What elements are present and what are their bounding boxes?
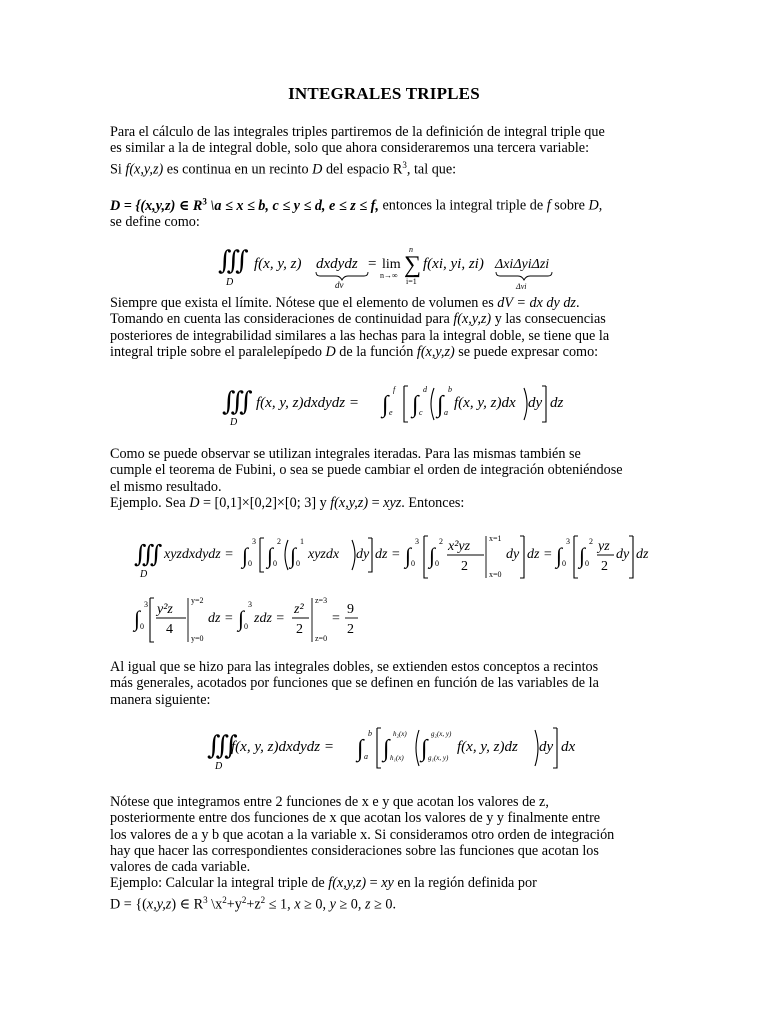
svg-text:f(x, y, z)dz: f(x, y, z)dz	[457, 739, 518, 755]
svg-text:b: b	[448, 385, 452, 394]
underbrace-delta-v	[496, 272, 552, 280]
intro-line-3: Si f(x,y,z) es continua en un recinto D del espacio $R^3$, tal que:	[110, 159, 457, 178]
svg-text:d: d	[423, 385, 427, 394]
svg-text:2: 2	[461, 559, 468, 574]
svg-text:=: =	[368, 256, 377, 272]
para5-line-7: D = {(x,y,z) ∈ $R^3$ $\backslash x^2+y^2+z^2 \le 1$, x ≥ 0, y ≥ 0, z ≥ 0.	[110, 894, 397, 913]
svg-text:0: 0	[244, 622, 248, 631]
svg-text:dy: dy	[356, 547, 370, 562]
para5-line-6: Ejemplo: Calcular la integral triple de f(x,y,z) = xy en la región definida por	[110, 875, 537, 892]
svg-text:f: f	[393, 385, 396, 394]
svg-text:a: a	[444, 408, 448, 417]
svg-text:3: 3	[252, 537, 256, 546]
svg-text:1: 1	[300, 537, 304, 546]
svg-text:2: 2	[296, 622, 303, 637]
svg-text:dy: dy	[506, 547, 520, 562]
svg-text:x=0: x=0	[489, 570, 502, 579]
para3-line-4: Ejemplo. Sea D = [0,1]×[0,2]×[0; 3] y f(x,y,z) = xyz. Entonces:	[110, 494, 465, 511]
svg-text:∫: ∫	[421, 736, 428, 762]
paragraph-integration-order	[110, 794, 658, 913]
svg-text:3: 3	[566, 537, 570, 546]
svg-text:=: =	[332, 611, 340, 626]
svg-text:y=2: y=2	[191, 596, 204, 605]
svg-text:∫: ∫	[134, 606, 141, 631]
svg-text:0: 0	[562, 559, 566, 568]
para4-line-2: más generales, acotados por funciones que se definen en función de las variables de la	[110, 675, 599, 692]
para2-line-1: Siempre que exista el límite. Nótese que el elemento de volumen es dV = dx dy dz.	[110, 295, 580, 311]
svg-text:f(x, y, z): f(x, y, z)	[254, 256, 302, 272]
svg-text:0: 0	[411, 559, 415, 568]
svg-text:9: 9	[347, 602, 354, 617]
svg-text:∭: ∭	[134, 542, 163, 568]
domain-line-1: D = {(x,y,z) ∈ $R^3$ \a ≤ x ≤ b, c ≤ y ≤ d, e ≤ z ≤ f, entonces la integral triple de f sobre D,	[110, 196, 603, 214]
svg-text:2: 2	[439, 537, 443, 546]
svg-text:dxdydz: dxdydz	[316, 256, 358, 272]
domain-line-2: se define como:	[110, 214, 200, 231]
para5-line-1: Nótese que integramos entre 2 funciones de x e y que acotan los valores de z,	[110, 794, 549, 810]
equation-worked-example	[134, 532, 649, 652]
svg-text:∫: ∫	[412, 392, 419, 418]
paragraph-volume-element	[110, 295, 658, 360]
svg-text:dx: dx	[561, 739, 576, 755]
svg-text:xyzdx: xyzdx	[308, 547, 340, 562]
svg-text:x²yz: x²yz	[448, 539, 471, 554]
svg-text:0: 0	[273, 559, 277, 568]
svg-text:g₁(x, y): g₁(x, y)	[428, 754, 449, 762]
svg-text:2: 2	[347, 622, 354, 637]
svg-text:z²: z²	[294, 602, 304, 617]
para4-line-3: manera siguiente:	[110, 691, 211, 708]
paragraph-fubini	[110, 446, 658, 511]
svg-text:∫: ∫	[267, 543, 274, 568]
svg-text:3: 3	[144, 600, 148, 609]
domain-definition	[110, 193, 658, 230]
svg-text:z=3: z=3	[315, 596, 328, 605]
svg-text:y²z: y²z	[157, 602, 173, 617]
svg-text:∫: ∫	[429, 543, 436, 568]
svg-text:∫: ∫	[382, 392, 389, 418]
svg-text:zdz =: zdz =	[254, 611, 285, 626]
svg-text:h₁(x): h₁(x)	[390, 754, 404, 762]
svg-text:4: 4	[166, 622, 173, 637]
svg-text:e: e	[389, 408, 393, 417]
svg-text:n: n	[409, 245, 413, 254]
svg-text:D: D	[230, 417, 238, 428]
svg-text:dz =: dz =	[208, 611, 234, 626]
svg-text:Δvi: Δvi	[516, 282, 527, 291]
equation-general-region	[207, 726, 576, 772]
svg-text:dz =: dz =	[527, 547, 553, 562]
svg-text:f(x, y, z)dx: f(x, y, z)dx	[454, 395, 516, 411]
svg-text:b: b	[368, 729, 372, 738]
svg-text:∫: ∫	[383, 736, 390, 762]
svg-text:dy: dy	[539, 739, 554, 755]
svg-text:n→∞: n→∞	[380, 271, 398, 280]
page-title: INTEGRALES TRIPLES	[288, 84, 480, 103]
svg-text:2: 2	[601, 559, 608, 574]
svg-text:∑: ∑	[404, 252, 422, 278]
svg-text:dy: dy	[528, 395, 543, 411]
svg-text:dv: dv	[335, 280, 344, 290]
svg-text:D: D	[226, 277, 234, 288]
svg-text:g₂(x, y): g₂(x, y)	[431, 730, 452, 738]
para2-line-3: posteriores de integrabilidad similares a las hechas para la integral doble, se tiene que la	[110, 327, 610, 344]
svg-text:ΔxiΔyiΔzi: ΔxiΔyiΔzi	[495, 257, 550, 272]
svg-text:f(x, y, z)dxdydz =: f(x, y, z)dxdydz =	[256, 395, 360, 411]
svg-text:∫: ∫	[556, 543, 563, 568]
underbrace-dv	[316, 272, 368, 280]
svg-text:∫: ∫	[405, 543, 412, 568]
svg-text:∭: ∭	[207, 731, 238, 760]
svg-text:0: 0	[248, 559, 252, 568]
svg-text:c: c	[419, 408, 423, 417]
para2-line-4: integral triple sobre el paralelepípedo D de la función f(x,y,z) se puede expresar como:	[110, 343, 599, 360]
svg-text:∫: ∫	[242, 543, 249, 568]
svg-text:∫: ∫	[238, 606, 245, 631]
para5-line-3: los valores de a y b que acotan a la variable x. Si consideramos otro orden de integración	[110, 826, 615, 843]
equation-triple-integral-definition	[218, 244, 558, 290]
paragraph-general-regions	[110, 659, 658, 708]
svg-text:yz: yz	[598, 539, 610, 554]
svg-text:2: 2	[589, 537, 593, 546]
svg-text:f(x, y, z)dxdydz =: f(x, y, z)dxdydz =	[231, 739, 335, 755]
svg-text:i=1: i=1	[406, 277, 417, 286]
svg-text:∫: ∫	[290, 543, 297, 568]
intro-paragraph	[110, 124, 658, 178]
svg-text:lim: lim	[382, 257, 401, 272]
intro-line-1: Para el cálculo de las integrales triples partiremos de la definición de integral triple que	[110, 124, 605, 140]
svg-text:xyzdxdydz =: xyzdxdydz =	[164, 547, 234, 562]
svg-text:0: 0	[140, 622, 144, 631]
svg-text:∫: ∫	[579, 543, 586, 568]
svg-text:∫: ∫	[437, 392, 444, 418]
svg-text:x=1: x=1	[489, 534, 502, 543]
para3-line-3: el mismo resultado.	[110, 478, 222, 495]
svg-text:a: a	[364, 752, 368, 761]
svg-text:dz: dz	[636, 547, 649, 562]
para2-line-2: Tomando en cuenta las consideraciones de continuidad para f(x,y,z) y las consecuencias	[110, 311, 606, 328]
intro-line-2: es similar a la de integral doble, solo que ahora consideraremos una tercera variable:	[110, 140, 590, 157]
svg-text:3: 3	[415, 537, 419, 546]
equation-iterated-integral-box	[222, 382, 564, 428]
para5-line-5: valores de cada variable.	[110, 859, 251, 876]
svg-text:dz =: dz =	[375, 547, 401, 562]
svg-text:3: 3	[248, 600, 252, 609]
para3-line-2: cumple el teorema de Fubini, o sea se puede cambiar el orden de integración obteniéndose	[110, 462, 623, 479]
svg-text:0: 0	[585, 559, 589, 568]
svg-text:2: 2	[277, 537, 281, 546]
para3-line-1: Como se puede observar se utilizan integrales iteradas. Para las mismas también se	[110, 446, 581, 462]
para5-line-4: hay que hacer las correspondientes consideraciones sobre las funciones que acotan los	[110, 842, 599, 859]
svg-text:0: 0	[435, 559, 439, 568]
svg-text:h₂(x): h₂(x)	[393, 730, 407, 738]
svg-text:D: D	[215, 761, 223, 772]
svg-text:0: 0	[296, 559, 300, 568]
para4-line-1: Al igual que se hizo para las integrales dobles, se extienden estos conceptos a recintos	[110, 659, 599, 675]
para5-line-2: posteriormente entre dos funciones de x que acotan los valores de y y finalmente entre	[110, 810, 601, 827]
svg-text:∭: ∭	[222, 387, 253, 416]
svg-text:∫: ∫	[357, 736, 364, 762]
svg-text:dy: dy	[616, 547, 630, 562]
svg-text:dz: dz	[550, 395, 564, 411]
svg-text:D: D	[140, 569, 148, 580]
svg-text:z=0: z=0	[315, 634, 328, 643]
svg-text:y=0: y=0	[191, 634, 204, 643]
svg-text:f(xi, yi, zi): f(xi, yi, zi)	[423, 256, 484, 272]
triple-integral-sign: ∭	[218, 246, 249, 275]
